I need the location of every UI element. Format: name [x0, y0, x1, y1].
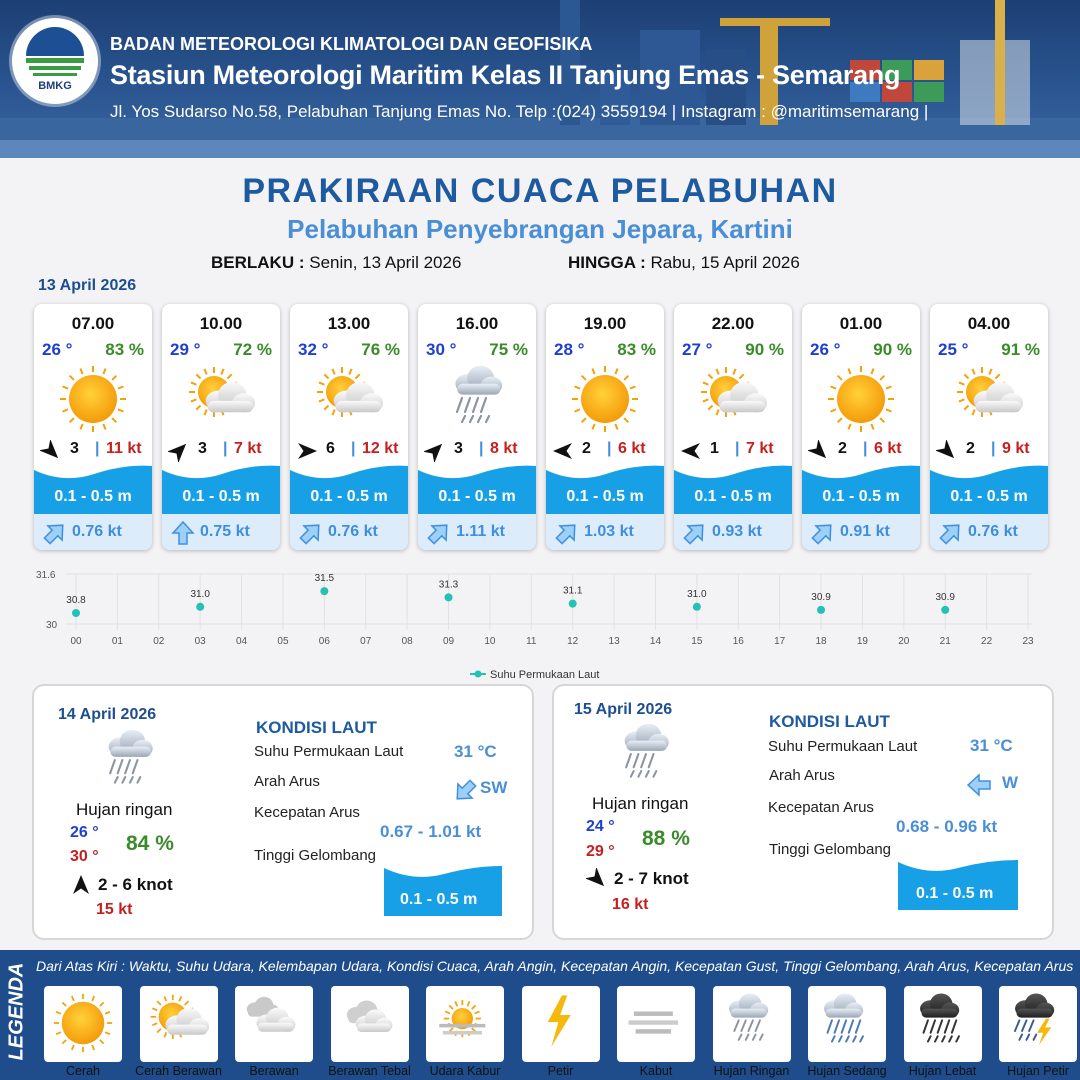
current-direction-icon — [170, 520, 196, 546]
current-direction-icon — [810, 520, 836, 546]
y-tick-label: 31.6 — [36, 570, 56, 581]
valid-to-label: HINGGA : — [568, 253, 646, 272]
current-direction-icon — [938, 520, 964, 546]
card-current — [546, 514, 664, 550]
thunderstorm-icon — [1007, 992, 1069, 1054]
x-tick-label: 03 — [194, 636, 206, 647]
forecast-card — [802, 304, 920, 550]
current-direction-icon — [452, 778, 478, 804]
card-current — [290, 514, 408, 550]
page-subtitle: Pelabuhan Penyebrangan Jepara, Kartini — [287, 214, 793, 244]
wind-direction-icon — [296, 440, 318, 462]
card-temperature: 26 ° — [810, 340, 841, 359]
legend-item-rain-heavy — [904, 986, 982, 1078]
sst-label: Suhu Permukaan Laut — [768, 738, 918, 755]
fog-icon — [625, 992, 687, 1054]
legend-icon-box — [44, 986, 122, 1062]
card-current — [418, 514, 536, 550]
wind-speed: 2 — [838, 440, 847, 457]
panel-condition: Hujan ringan — [76, 800, 173, 819]
wind-direction-icon — [808, 440, 830, 462]
x-tick-label: 08 — [401, 636, 413, 647]
wind-speed: 6 — [326, 440, 335, 457]
x-tick-label: 09 — [442, 636, 455, 647]
wind-separator: | — [95, 440, 100, 457]
rain-light-icon — [721, 992, 783, 1054]
legend-title: LEGENDA — [5, 962, 28, 1061]
x-tick-label: 10 — [484, 636, 496, 647]
wind-speed: 3 — [198, 440, 207, 457]
card-humidity: 91 % — [1001, 340, 1040, 359]
current-speed: 1.11 kt — [456, 523, 505, 540]
overcast-icon — [339, 992, 401, 1054]
panel-date: 15 April 2026 — [574, 701, 673, 718]
panel-temp-min: 26 ° — [70, 824, 99, 841]
panel-temp-max: 30 ° — [70, 848, 99, 865]
sst-data-point — [693, 603, 701, 611]
current-direction-label: Arah Arus — [254, 773, 320, 790]
card-temperature: 26 ° — [42, 340, 73, 359]
card-current — [930, 514, 1048, 550]
sst-data-label: 31.5 — [314, 573, 335, 585]
wave-height-label: Tinggi Gelombang — [769, 841, 892, 858]
legend-item-label: Petir — [547, 1064, 574, 1078]
forecast-card — [418, 304, 536, 550]
daily-forecast-panel-14-april — [34, 686, 532, 938]
wave-height-value: 0.1 - 0.5 m — [916, 885, 994, 902]
card-humidity: 75 % — [489, 340, 528, 359]
sst-value: 31 °C — [970, 736, 1013, 755]
wave-height: 0.1 - 0.5 m — [310, 488, 388, 505]
x-tick-label: 18 — [815, 636, 827, 647]
card-wind — [40, 438, 148, 462]
current-speed-label: Kecepatan Arus — [768, 799, 874, 816]
current-direction-label: Arah Arus — [769, 767, 835, 784]
wind-direction-icon — [936, 440, 958, 462]
weather-sun-cloud-icon — [698, 364, 768, 434]
gust-speed: 9 kt — [1002, 440, 1030, 457]
legend-item-label: Udara Kabur — [429, 1064, 501, 1078]
x-tick-label: 14 — [649, 636, 662, 647]
current-direction-icon — [682, 520, 708, 546]
legend-item-label: Hujan Sedang — [807, 1064, 887, 1078]
legend-icon-box — [808, 986, 886, 1062]
x-tick-label: 23 — [1022, 636, 1034, 647]
x-tick-label: 01 — [111, 636, 123, 647]
current-speed: 0.91 kt — [840, 523, 890, 540]
legend-item-overcast — [328, 986, 411, 1078]
panel-gust: 15 kt — [96, 901, 133, 918]
wind-direction-icon — [552, 440, 574, 462]
legend-item-fog — [617, 986, 695, 1078]
x-tick-label: 16 — [732, 636, 744, 647]
x-tick-label: 22 — [981, 636, 993, 647]
current-speed: 0.76 kt — [328, 523, 378, 540]
sst-data-point — [569, 600, 577, 608]
card-current — [162, 514, 280, 550]
wind-direction-icon — [70, 874, 92, 896]
valid-to-value: Rabu, 15 April 2026 — [650, 253, 800, 272]
weather-sun-icon — [826, 364, 896, 434]
panel-temp-min: 24 ° — [586, 818, 615, 835]
weather-sun-icon — [58, 364, 128, 434]
legend — [0, 950, 1080, 1080]
sst-data-point — [941, 606, 949, 614]
card-temperature: 32 ° — [298, 340, 329, 359]
wind-separator: | — [991, 440, 996, 457]
current-speed: 0.76 kt — [968, 523, 1018, 540]
legend-swatch-dot — [475, 671, 482, 678]
forecast-card — [674, 304, 792, 550]
legend-icon-box — [235, 986, 313, 1062]
panel-gust: 16 kt — [612, 896, 649, 913]
legend-item-label: Hujan Ringan — [713, 1064, 790, 1078]
wave-height: 0.1 - 0.5 m — [182, 488, 260, 505]
current-speed: 0.93 kt — [712, 523, 762, 540]
sst-label: Suhu Permukaan Laut — [254, 743, 404, 760]
station-address: Jl. Yos Sudarso No.58, Pelabuhan Tanjung Emas No. Telp :(024) 3559194 | Instagram : @maritimsemarang | — [110, 102, 929, 121]
wind-direction-icon — [40, 440, 62, 462]
wind-direction-icon — [680, 440, 702, 462]
card-time: 16.00 — [455, 314, 499, 333]
wave-height: 0.1 - 0.5 m — [438, 488, 516, 505]
legend-item-cloudy — [235, 986, 313, 1078]
wind-separator: | — [607, 440, 612, 457]
wind-direction-icon — [586, 868, 608, 890]
gust-speed: 6 kt — [874, 440, 902, 457]
card-temperature: 25 ° — [938, 340, 969, 359]
forecast-card — [546, 304, 664, 550]
legend-icon-box — [999, 986, 1077, 1062]
card-humidity: 83 % — [617, 340, 656, 359]
sea-condition-title: KONDISI LAUT — [256, 718, 377, 737]
current-speed-label: Kecepatan Arus — [254, 804, 360, 821]
gust-speed: 7 kt — [234, 440, 262, 457]
x-tick-label: 15 — [691, 636, 703, 647]
legend-item-sun — [44, 986, 122, 1078]
sst-data-point — [72, 609, 80, 617]
wind-direction-icon — [168, 440, 190, 462]
x-tick-label: 13 — [608, 636, 620, 647]
wave-height-label: Tinggi Gelombang — [254, 847, 377, 864]
x-tick-label: 05 — [277, 636, 289, 647]
wind-speed: 1 — [710, 440, 719, 457]
card-temperature: 27 ° — [682, 340, 713, 359]
panel-date: 14 April 2026 — [58, 706, 157, 723]
light-rain-icon — [610, 722, 680, 788]
x-tick-label: 07 — [360, 636, 372, 647]
station-name: Stasiun Meteorologi Maritim Kelas II Tanjung Emas - Semarang — [110, 60, 901, 90]
panel-wind: 2 - 7 knot — [614, 869, 689, 888]
card-wind — [296, 438, 404, 462]
card-humidity: 83 % — [105, 340, 144, 359]
current-direction-icon — [966, 772, 992, 798]
legend-icon-box — [617, 986, 695, 1062]
valid-to — [568, 253, 800, 273]
x-tick-label: 12 — [567, 636, 579, 647]
x-tick-label: 21 — [939, 636, 951, 647]
legend-item-sun-cloud — [135, 986, 222, 1078]
card-wind — [552, 438, 660, 462]
current-direction-icon — [42, 520, 68, 546]
card-humidity: 90 % — [745, 340, 784, 359]
card-wind — [680, 438, 788, 462]
gust-speed: 12 kt — [362, 440, 399, 457]
forecast-card — [34, 304, 152, 550]
gust-speed: 6 kt — [618, 440, 646, 457]
wave-height-value: 0.1 - 0.5 m — [400, 891, 478, 908]
cloudy-icon — [243, 992, 305, 1054]
panel-temp-max: 29 ° — [586, 843, 615, 860]
wind-separator: | — [479, 440, 484, 457]
legend-item-label: Cerah Berawan — [135, 1064, 222, 1078]
sst-data-label: 31.0 — [190, 588, 210, 600]
sea-condition-title: KONDISI LAUT — [769, 712, 890, 731]
weather-sun-cloud-icon — [954, 364, 1024, 434]
panel-humidity: 84 % — [126, 832, 174, 855]
current-speed-value: 0.67 - 1.01 kt — [380, 822, 482, 841]
legend-icon-box — [426, 986, 504, 1062]
wave-height: 0.1 - 0.5 m — [822, 488, 900, 505]
legend-item-label: Berawan Tebal — [328, 1064, 411, 1078]
hourly-forecast-cards — [34, 304, 1054, 552]
forecast-date: 13 April 2026 — [38, 277, 137, 294]
wind-speed: 3 — [70, 440, 79, 457]
legend-description: Dari Atas Kiri : Waktu, Suhu Udara, Kelembapan Udara, Kondisi Cuaca, Arah Angin, Kecepatan Angin, Kecepatan Gust, Tinggi Gelombang, Arah Arus, Kecepatan Arus — [36, 958, 1074, 974]
panel-wind: 2 - 6 knot — [98, 875, 173, 894]
panel-humidity: 88 % — [642, 827, 690, 850]
card-wind — [936, 438, 1044, 462]
card-time: 04.00 — [967, 314, 1011, 333]
wind-separator: | — [351, 440, 356, 457]
legend-icon-box — [140, 986, 218, 1062]
card-time: 07.00 — [71, 314, 115, 333]
current-speed: 1.03 kt — [584, 523, 634, 540]
sst-value: 31 °C — [454, 742, 497, 761]
sun-icon — [52, 992, 114, 1054]
legend-item-label: Hujan Petir — [1007, 1064, 1069, 1078]
sst-data-point — [445, 593, 453, 601]
legend-item-label: Hujan Lebat — [908, 1064, 977, 1078]
x-tick-label: 11 — [526, 636, 537, 647]
wind-separator: | — [863, 440, 868, 457]
sst-data-point — [196, 603, 204, 611]
card-humidity: 90 % — [873, 340, 912, 359]
sst-data-label: 31.1 — [562, 585, 583, 597]
legend-item-label: Cerah — [65, 1064, 101, 1078]
x-tick-label: 04 — [236, 636, 248, 647]
card-time: 13.00 — [327, 314, 371, 333]
card-temperature: 29 ° — [170, 340, 201, 359]
card-temperature: 30 ° — [426, 340, 457, 359]
card-wind — [424, 438, 532, 462]
legend-series-name: Suhu Permukaan Laut — [490, 669, 600, 680]
card-current — [674, 514, 792, 550]
gust-speed: 11 kt — [106, 440, 142, 457]
wave-height: 0.1 - 0.5 m — [566, 488, 644, 505]
bmkg-logo: BMKG — [12, 18, 98, 104]
wind-separator: | — [735, 440, 740, 457]
weather-sun-icon — [570, 364, 640, 434]
sst-data-label: 31.0 — [687, 588, 707, 600]
sst-data-point — [320, 587, 328, 595]
legend-icon-box — [904, 986, 982, 1062]
sun-cloud-icon — [148, 992, 210, 1054]
legend-icon-box — [713, 986, 791, 1062]
gust-speed: 7 kt — [746, 440, 774, 457]
legend-item-lightning — [522, 986, 600, 1078]
card-humidity: 72 % — [233, 340, 272, 359]
card-current — [802, 514, 920, 550]
rain-heavy-icon — [912, 992, 974, 1054]
sst-data-label: 30.9 — [935, 591, 955, 603]
forecast-card — [290, 304, 408, 550]
current-direction-icon — [554, 520, 580, 546]
valid-from-label: BERLAKU : — [211, 253, 305, 272]
wave-height: 0.1 - 0.5 m — [694, 488, 772, 505]
card-wind — [808, 438, 916, 462]
wind-speed: 2 — [966, 440, 975, 457]
agency-name: BADAN METEOROLOGI KLIMATOLOGI DAN GEOFISIKA — [110, 34, 593, 54]
rain-moderate-icon — [816, 992, 878, 1054]
lightning-icon — [530, 992, 592, 1054]
haze-icon — [434, 992, 496, 1054]
forecast-card — [162, 304, 280, 550]
x-tick-label: 00 — [70, 636, 82, 647]
wave-height: 0.1 - 0.5 m — [54, 488, 132, 505]
card-time: 01.00 — [839, 314, 883, 333]
wind-speed: 3 — [454, 440, 463, 457]
legend-icon-box — [522, 986, 600, 1062]
x-tick-label: 20 — [898, 636, 910, 647]
card-current — [34, 514, 152, 550]
sst-data-label: 30.8 — [66, 595, 86, 606]
wind-separator: | — [223, 440, 228, 457]
current-speed: 0.75 kt — [200, 523, 250, 540]
card-time: 22.00 — [711, 314, 755, 333]
daily-forecast-panel-15-april — [554, 686, 1052, 938]
wind-direction-icon — [424, 440, 446, 462]
wind-speed: 2 — [582, 440, 591, 457]
sst-data-label: 30.9 — [811, 591, 831, 603]
x-tick-label: 19 — [856, 636, 868, 647]
legend-item-label: Berawan — [249, 1064, 299, 1078]
forecast-card — [930, 304, 1048, 550]
sea-surface-temperature-chart — [30, 562, 1050, 680]
weather-sun-cloud-icon — [186, 364, 256, 434]
card-humidity: 76 % — [361, 340, 400, 359]
legend-item-label: Kabut — [639, 1064, 673, 1078]
x-tick-label: 17 — [774, 636, 786, 647]
weather-sun-cloud-icon — [314, 364, 384, 434]
y-tick-label: 30 — [46, 620, 58, 631]
sst-data-label: 31.3 — [438, 579, 459, 591]
weather-rain-icon — [442, 364, 512, 434]
card-time: 10.00 — [199, 314, 243, 333]
current-direction-icon — [426, 520, 452, 546]
current-speed: 0.76 kt — [72, 523, 122, 540]
legend-item-haze — [426, 986, 504, 1078]
sst-data-point — [817, 606, 825, 614]
legend-item-rain-moderate — [807, 986, 887, 1078]
x-tick-label: 02 — [153, 636, 165, 647]
legend-icon-box — [331, 986, 409, 1062]
legend-item-thunderstorm — [999, 986, 1077, 1078]
header-banner — [0, 0, 1080, 158]
card-wind — [168, 438, 276, 462]
legend-item-rain-light — [713, 986, 791, 1078]
x-tick-label: 06 — [318, 636, 330, 647]
valid-from-value: Senin, 13 April 2026 — [309, 253, 462, 272]
current-direction-value: W — [1002, 773, 1019, 792]
light-rain-icon — [94, 728, 164, 794]
page-title: PRAKIRAAN CUACA PELABUHAN — [242, 172, 838, 210]
wave-height: 0.1 - 0.5 m — [950, 488, 1028, 505]
valid-from — [211, 253, 461, 273]
card-time: 19.00 — [583, 314, 627, 333]
current-direction-icon — [298, 520, 324, 546]
gust-speed: 8 kt — [490, 440, 518, 457]
card-temperature: 28 ° — [554, 340, 585, 359]
current-direction-value: SW — [480, 778, 508, 797]
panel-condition: Hujan ringan — [592, 794, 689, 813]
current-speed-value: 0.68 - 0.96 kt — [896, 817, 998, 836]
